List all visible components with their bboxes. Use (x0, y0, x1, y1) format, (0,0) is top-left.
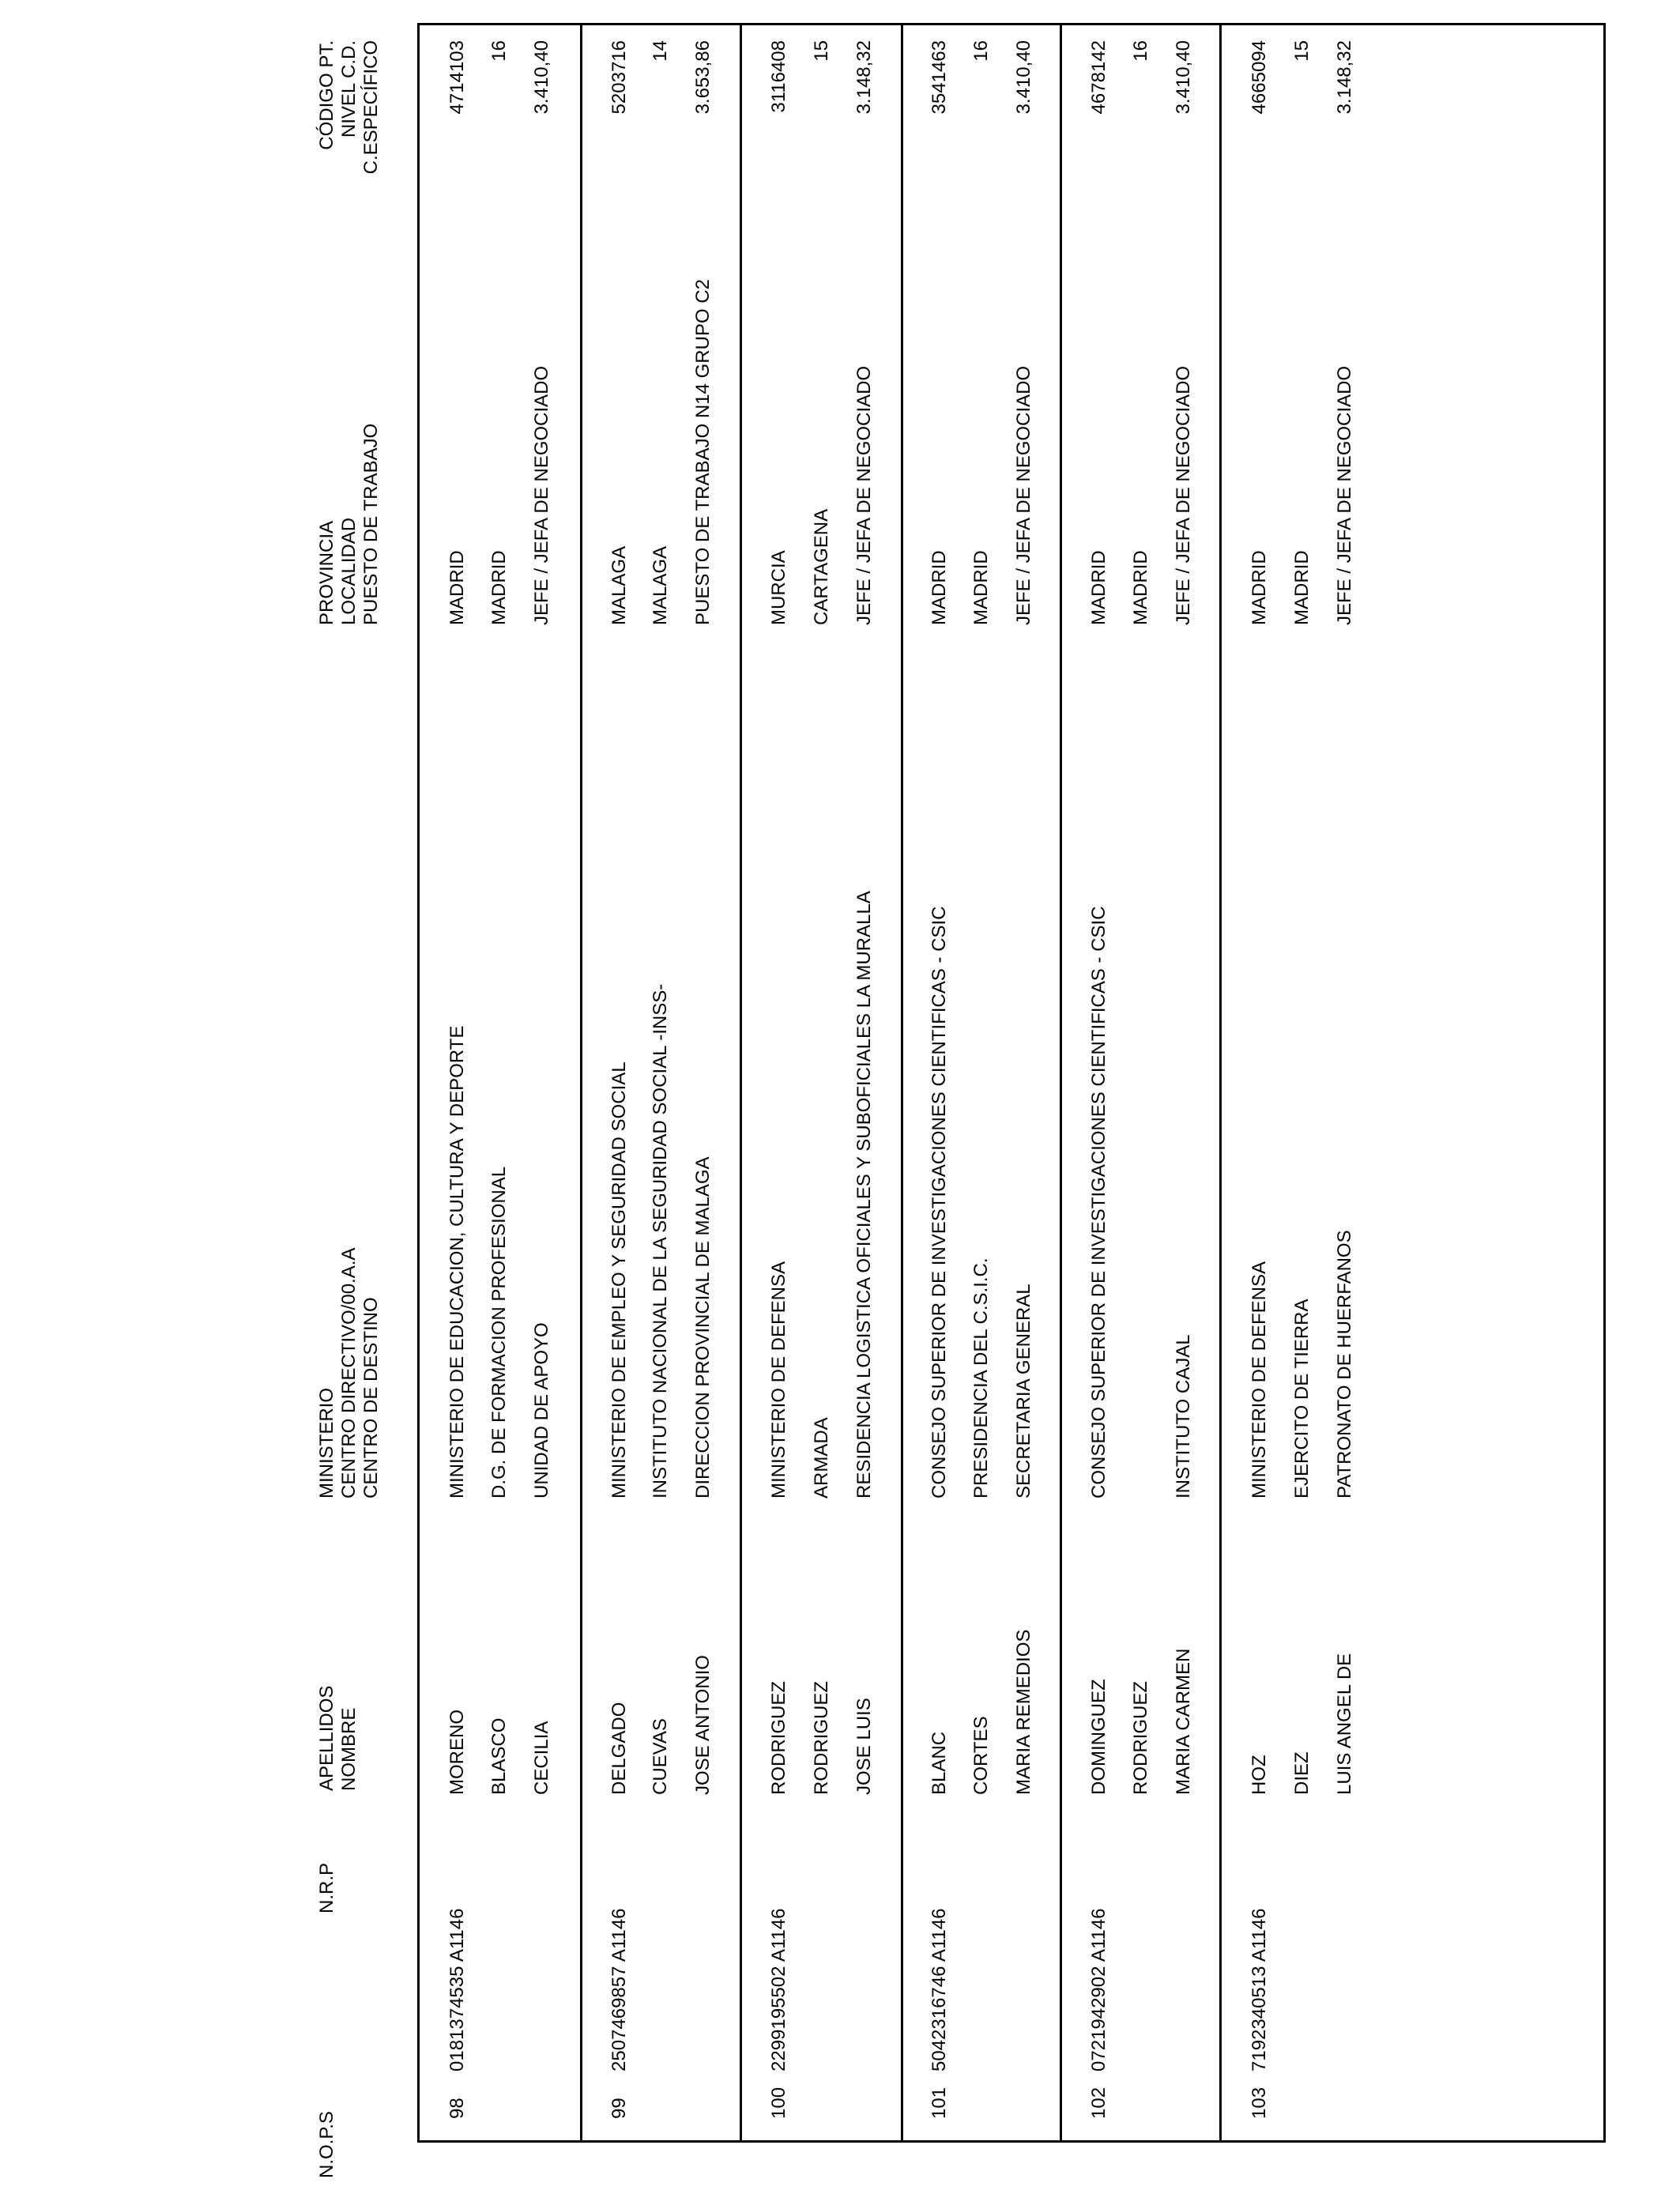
row-nrp: 7192340513 A1146 (1249, 1908, 1270, 2071)
row-centro-destino: DIRECCION PROVINCIAL DE MALAGA (692, 1156, 714, 1498)
header-nombre-label: NOMBRE (338, 1707, 360, 1791)
row-nivel: 15 (1291, 40, 1313, 62)
row-nivel: 16 (488, 40, 510, 62)
row-provincia: MADRID (446, 550, 468, 625)
header-provincia (316, 424, 382, 625)
row-apellido1: RODRIGUEZ (768, 1681, 789, 1795)
row-ministerio: MINISTERIO DE DEFENSA (768, 1261, 789, 1498)
row-puesto: JEFE / JEFA DE NEGOCIADO (1013, 365, 1034, 625)
row-nombre: JOSE LUIS (853, 1698, 875, 1795)
row-divider (1060, 23, 1062, 2143)
header-localidad-label: LOCALIDAD (338, 517, 360, 625)
row-especifico: 3.410,40 (531, 40, 552, 115)
row-centro-directivo: ARMADA (811, 1417, 832, 1498)
row-apellido1: HOZ (1249, 1755, 1270, 1795)
row-ministerio: MINISTERIO DE EMPLEO Y SEGURIDAD SOCIAL (608, 1061, 630, 1498)
header-especifico-label: C.ESPECÍFICO (360, 40, 382, 175)
row-especifico: 3.653,86 (692, 40, 714, 115)
row-provincia: MADRID (1088, 550, 1109, 625)
header-nrp-label: N.R.P (316, 1862, 337, 1913)
row-centro-directivo: PRESIDENCIA DEL C.S.I.C. (970, 1257, 992, 1498)
row-centro-directivo: EJERCITO DE TIERRA (1291, 1299, 1313, 1498)
row-nops: 101 (929, 2087, 950, 2119)
row-nivel: 16 (1130, 40, 1151, 62)
row-nrp: 2299195502 A1146 (768, 1908, 789, 2071)
row-centro-destino: UNIDAD DE APOYO (531, 1322, 552, 1498)
header-centro-directivo-label: CENTRO DIRECTIVO/00.A.A (338, 1247, 360, 1498)
row-puesto: JEFE / JEFA DE NEGOCIADO (531, 365, 552, 625)
row-codigo: 5203716 (608, 40, 630, 115)
header-nivel-label: NIVEL C.D. (338, 40, 360, 138)
row-localidad: MADRID (1130, 550, 1151, 625)
row-centro-destino: PATRONATO DE HUERFANOS (1334, 1230, 1355, 1498)
row-nombre: JOSE ANTONIO (692, 1655, 714, 1795)
header-apellidos (316, 1686, 360, 1791)
header-nrp (316, 1863, 338, 1913)
row-ministerio: CONSEJO SUPERIOR DE INVESTIGACIONES CIENTIFICAS - CSIC (929, 906, 950, 1498)
row-centro-destino: INSTITUTO CAJAL (1173, 1334, 1194, 1498)
header-apellidos-label: APELLIDOS (316, 1685, 337, 1791)
row-centro-directivo: D.G. DE FORMACION PROFESIONAL (488, 1166, 510, 1498)
row-divider (901, 23, 903, 2143)
row-codigo: 4714103 (446, 40, 468, 115)
row-especifico: 3.148,32 (853, 40, 875, 115)
row-nombre: MARIA REMEDIOS (1013, 1629, 1034, 1795)
row-apellido2: DIEZ (1291, 1751, 1313, 1795)
row-nombre: MARIA CARMEN (1173, 1648, 1194, 1795)
row-localidad: MADRID (1291, 550, 1313, 625)
row-ministerio: MINISTERIO DE DEFENSA (1249, 1261, 1270, 1498)
row-apellido1: DOMINGUEZ (1088, 1679, 1109, 1795)
row-codigo: 3116408 (768, 40, 789, 113)
row-localidad: CARTAGENA (811, 508, 832, 625)
header-nops (316, 2111, 338, 2178)
row-ministerio: MINISTERIO DE EDUCACION, CULTURA Y DEPORTE (446, 1025, 468, 1498)
header-nops-label: N.O.P.S (316, 2111, 337, 2178)
row-puesto: JEFE / JEFA DE NEGOCIADO (1173, 365, 1194, 625)
header-centro-destino-label: CENTRO DE DESTINO (360, 1297, 382, 1498)
row-localidad: MALAGA (650, 545, 671, 625)
header-ministerio-label: MINISTERIO (316, 1387, 337, 1498)
row-ministerio: CONSEJO SUPERIOR DE INVESTIGACIONES CIENTIFICAS - CSIC (1088, 906, 1109, 1498)
row-nrp: 0181374535 A1146 (446, 1908, 468, 2071)
header-puesto-label: PUESTO DE TRABAJO (360, 423, 382, 625)
row-codigo: 4678142 (1088, 40, 1109, 115)
records-table (417, 23, 1606, 2143)
row-nops: 103 (1249, 2087, 1270, 2119)
row-nops: 102 (1088, 2087, 1109, 2119)
header-codigo (316, 40, 382, 179)
row-provincia: MADRID (929, 550, 950, 625)
row-puesto: JEFE / JEFA DE NEGOCIADO (853, 365, 875, 625)
row-localidad: MADRID (970, 550, 992, 625)
row-nivel: 14 (650, 40, 671, 62)
row-provincia: MADRID (1249, 550, 1270, 625)
row-nops: 99 (608, 2098, 630, 2119)
row-nops: 100 (768, 2087, 789, 2119)
row-especifico: 3.148,32 (1334, 40, 1355, 115)
row-nrp: 5042316746 A1146 (929, 1908, 950, 2071)
row-provincia: MURCIA (768, 550, 789, 625)
row-apellido2: CORTES (970, 1716, 992, 1795)
row-puesto: PUESTO DE TRABAJO N14 GRUPO C2 (692, 279, 714, 625)
header-ministerio (316, 1248, 382, 1498)
row-especifico: 3.410,40 (1173, 40, 1194, 115)
row-codigo: 3541463 (929, 40, 950, 115)
row-divider (1219, 23, 1222, 2143)
row-provincia: MALAGA (608, 545, 630, 625)
row-divider (580, 23, 582, 2143)
header-codigo-label: CÓDIGO PT. (316, 40, 337, 150)
row-puesto: JEFE / JEFA DE NEGOCIADO (1334, 365, 1355, 625)
row-centro-destino: SECRETARIA GENERAL (1013, 1284, 1034, 1498)
row-centro-destino: RESIDENCIA LOGISTICA OFICIALES Y SUBOFICIALES LA MURALLA (853, 891, 875, 1498)
header-provincia-label: PROVINCIA (316, 520, 337, 625)
row-nombre: CECILIA (531, 1721, 552, 1795)
row-nivel: 15 (811, 40, 832, 62)
row-nrp: 2507469857 A1146 (608, 1908, 630, 2071)
row-apellido1: MORENO (446, 1710, 468, 1795)
row-apellido2: BLASCO (488, 1717, 510, 1795)
row-centro-directivo: INSTITUTO NACIONAL DE LA SEGURIDAD SOCIAL -INSS- (650, 983, 671, 1498)
row-codigo: 4665094 (1249, 40, 1270, 115)
row-nivel: 16 (970, 40, 992, 62)
row-apellido2: CUEVAS (650, 1718, 671, 1795)
row-apellido1: BLANC (929, 1731, 950, 1795)
row-especifico: 3.410,40 (1013, 40, 1034, 115)
row-nombre: LUIS ANGEL DE (1334, 1653, 1355, 1795)
row-apellido2: RODRIGUEZ (1130, 1681, 1151, 1795)
row-nops: 98 (446, 2098, 468, 2119)
row-divider (740, 23, 742, 2143)
row-localidad: MADRID (488, 550, 510, 625)
row-apellido2: RODRIGUEZ (811, 1681, 832, 1795)
row-apellido1: DELGADO (608, 1702, 630, 1795)
row-nrp: 0721942902 A1146 (1088, 1908, 1109, 2071)
